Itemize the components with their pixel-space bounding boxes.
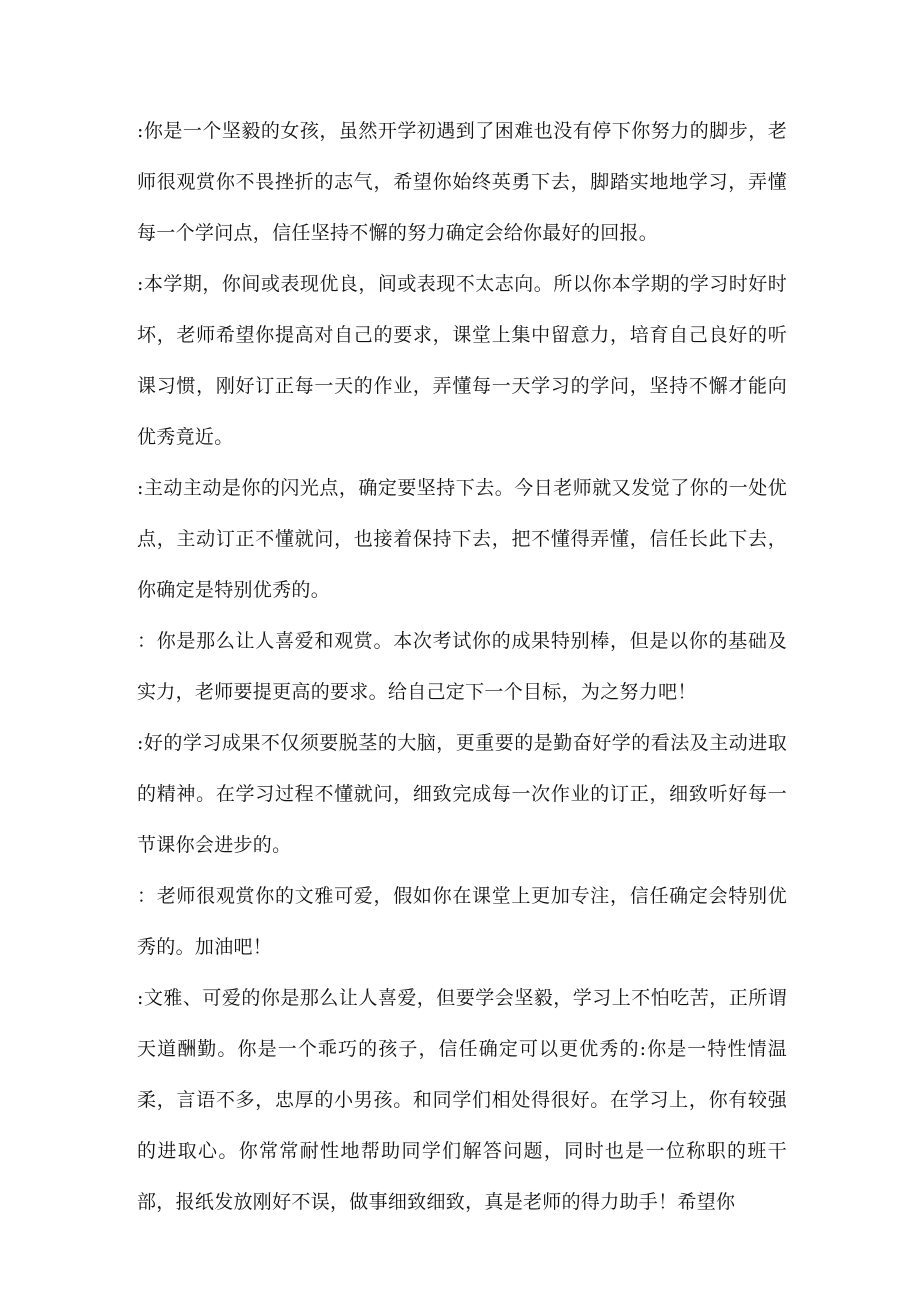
comment-paragraph-2: :本学期，你间或表现优良，间或表现不太志向。所以你本学期的学习时好时坏，老师希望你提高对自己的要求，课堂上集中留意力，培育自己良好的听课习惯，刚好订正每一天的作业，弄懂每一天学习的学问，坚持不懈才能向优秀竟近。 [137,273,787,448]
comment-paragraph-1: :你是一个坚毅的女孩，虽然开学初遇到了困难也没有停下你努力的脚步，老师很观赏你不畏挫折的志气，希望你始终英勇下去，脚踏实地地学习，弄懂每一个学问点，信任坚持不懈的努力确定会给你最好的回报。 [137,120,787,244]
comment-paragraph-3: :主动主动是你的闪光点，确定要坚持下去。今日老师就又发觉了你的一处优点，主动订正不懂就问，也接着保持下去，把不懂得弄懂，信任长此下去，你确定是特别优秀的。 [137,477,787,601]
comment-paragraph-4: ：你是那么让人喜爱和观赏。本次考试你的成果特别棒，但是以你的基础及实力，老师要提更高的要求。给自己定下一个目标，为之努力吧！ [137,630,787,703]
comment-paragraph-6: ：老师很观赏你的文雅可爱，假如你在课堂上更加专注，信任确定会特别优秀的。加油吧！ [137,885,787,958]
comment-paragraph-5: :好的学习成果不仅须要脱茎的大脑，更重要的是勤奋好学的看法及主动进取的精神。在学习过程不懂就问，细致完成每一次作业的订正，细致听好每一节课你会进步的。 [137,732,787,856]
document-body [137,106,787,1228]
comment-paragraph-7: :文雅、可爱的你是那么让人喜爱，但要学会坚毅，学习上不怕吃苦，正所谓天道酬勤。你是一个乖巧的孩子，信任确定可以更优秀的:你是一特性情温柔，言语不多，忠厚的小男孩。和同学们相处得很好。在学习上，你有较强的进取心。你常常耐性地帮助同学们解答问题，同时也是一位称职的班干部，报纸发放刚好不误，做事细致细致，真是老师的得力助手！希望你 [137,987,787,1213]
